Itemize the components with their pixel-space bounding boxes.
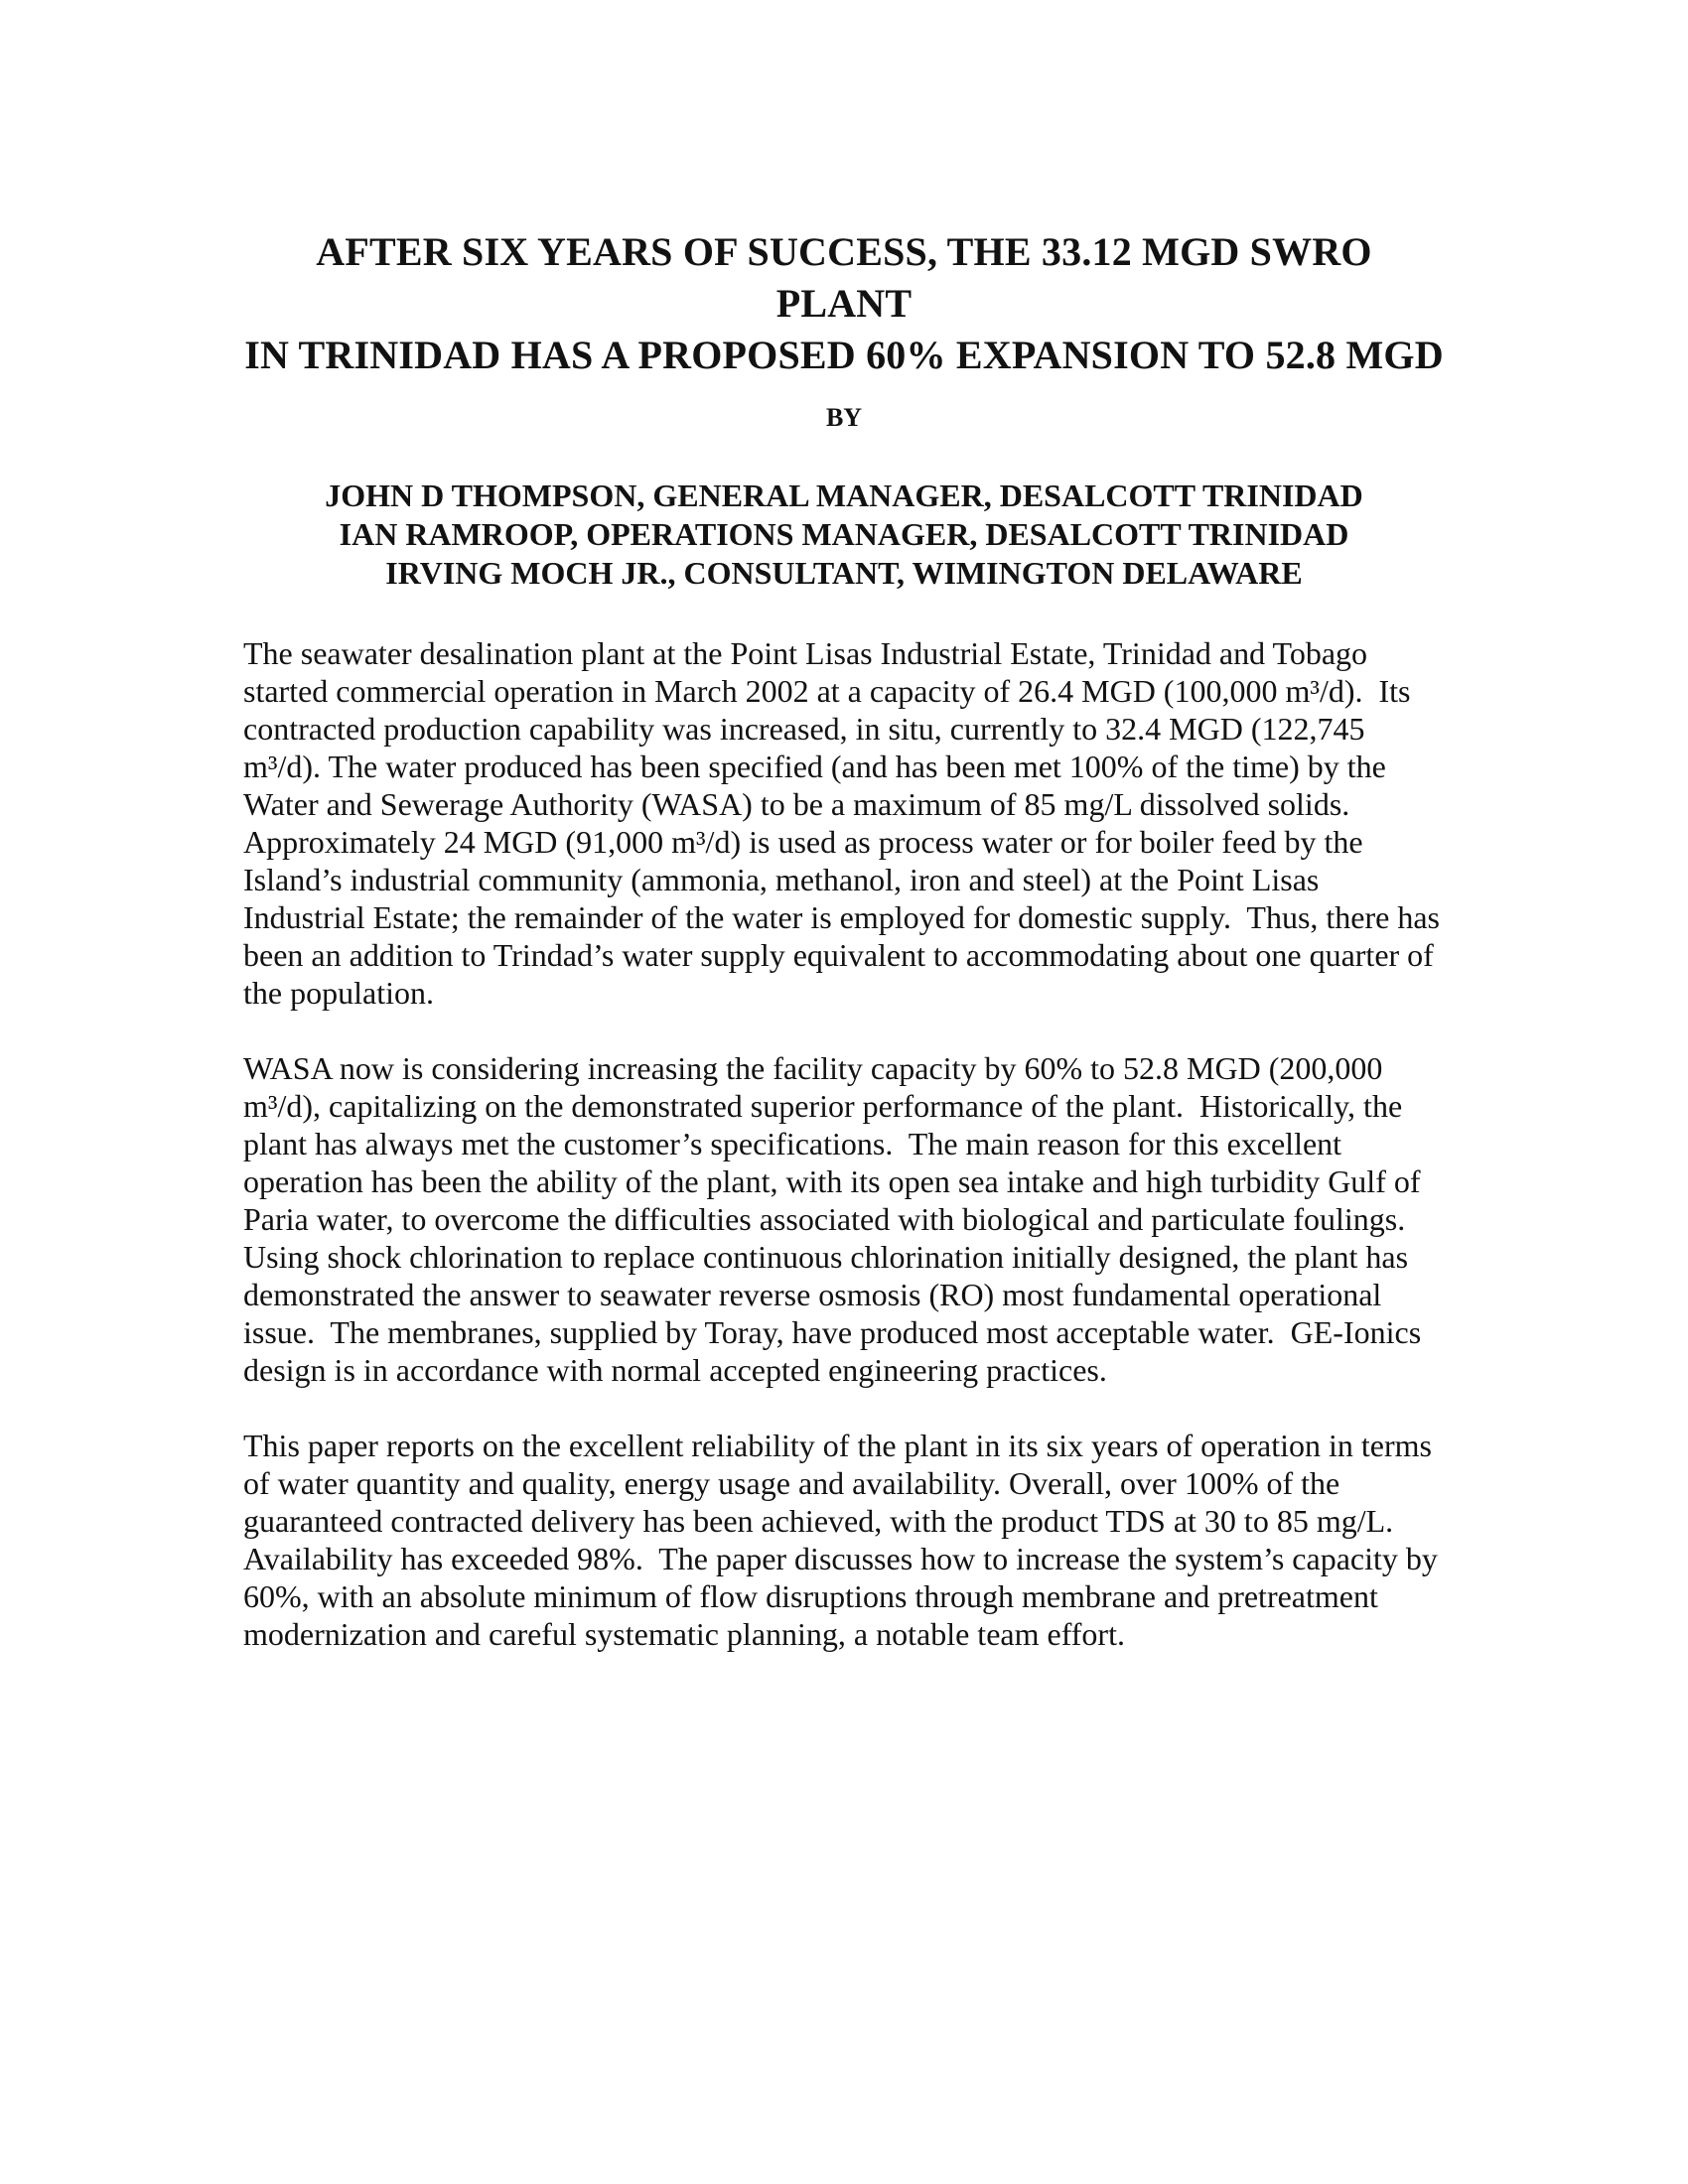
abstract-paragraph-1: The seawater desalination plant at the Point Lisas Industrial Estate, Trinidad and Tobago started commercial operation in March 2002 at a capacity of 26.4 MGD (100,000 m³/d). Its contracted production capability was increased, in situ, currently to 32.4 MGD (122,745 m³/d). The water produced has been specified (and has been met 100% of the time) by the Water and Sewerage Authority (WASA) to be a maximum of 85 mg/L dissolved solids. Approximately 24 MGD (91,000 m³/d) is used as process water or for boiler feed by the Island’s industrial community (ammonia, methanol, iron and steel) at the Point Lisas Industrial Estate; the remainder of the water is employed for domestic supply. Thus, there has been an addition to Trindad’s water supply equivalent to accommodating about one quarter of the population. [243,635,1448,1011]
author-line-1: JOHN D THOMPSON, GENERAL MANAGER, DESALCOTT TRINIDAD [325,478,1363,513]
author-line-3: IRVING MOCH JR., CONSULTANT, WIMINGTON DELAWARE [385,555,1303,591]
author-line-2: IAN RAMROOP, OPERATIONS MANAGER, DESALCOTT TRINIDAD [339,516,1349,552]
byline: BY [825,403,863,432]
paper-title-line-1: AFTER SIX YEARS OF SUCCESS, THE 33.12 MGD SWRO PLANT [316,229,1372,326]
author-block [243,477,1445,593]
paper-title [243,226,1445,381]
abstract-body [243,634,1448,1653]
abstract-paragraph-2: WASA now is considering increasing the facility capacity by 60% to 52.8 MGD (200,000 m³/d), capitalizing on the demonstrated superior performance of the plant. Historically, the plant has always met the customer’s specifications. The main reason for this excellent operation has been the ability of the plant, with its open sea intake and high turbidity Gulf of Paria water, to overcome the difficulties associated with biological and particulate foulings. Using shock chlorination to replace continuous chlorination initially designed, the plant has demonstrated the answer to seawater reverse osmosis (RO) most fundamental operational issue. The membranes, supplied by Toray, have produced most acceptable water. GE-Ionics design is in accordance with normal accepted engineering practices. [243,1050,1430,1388]
abstract-paragraph-3: This paper reports on the excellent reliability of the plant in its six years of operation in terms of water quantity and quality, energy usage and availability. Overall, over 100% of the guaranteed contracted delivery has been achieved, with the product TDS at 30 to 85 mg/L. Availability has exceeded 98%. The paper discusses how to increase the system’s capacity by 60%, with an absolute minimum of flow disruptions through membrane and pretreatment modernization and careful systematic planning, a notable team effort. [243,1428,1446,1652]
paper-title-line-2: IN TRINIDAD HAS A PROPOSED 60% EXPANSION TO 52.8 MGD [244,333,1444,377]
